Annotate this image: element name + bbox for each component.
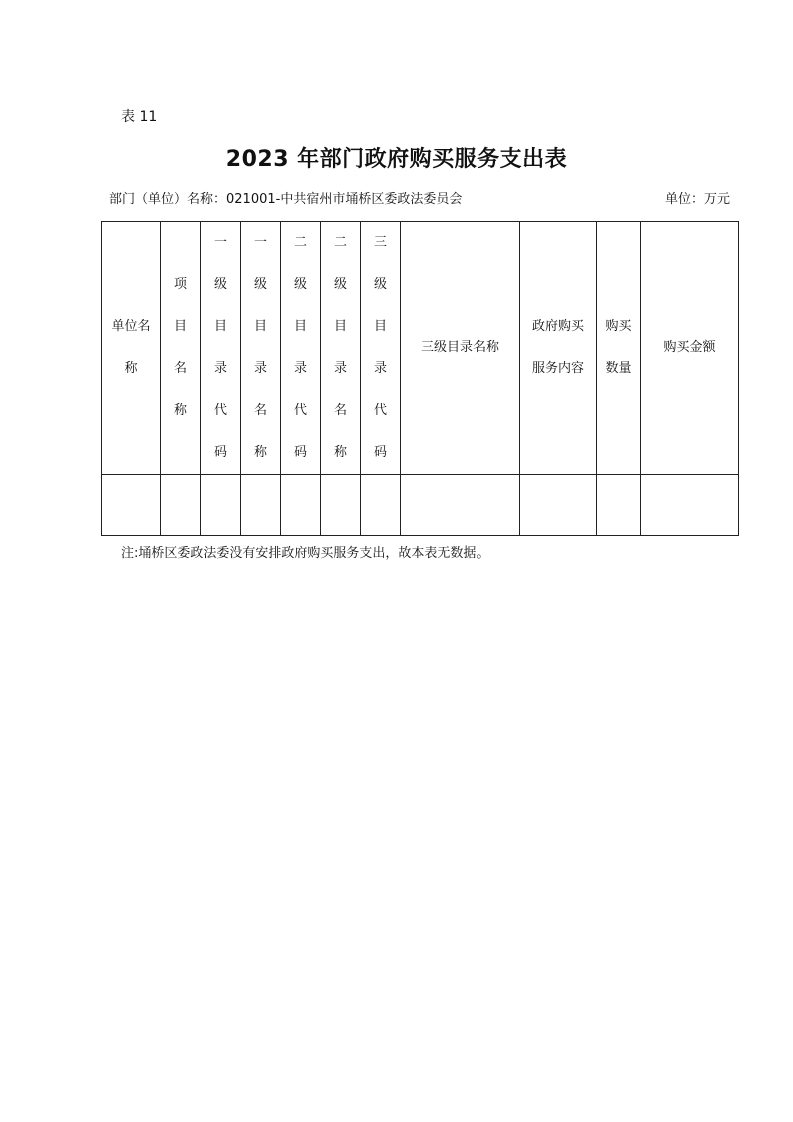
- table-header-row: [102, 222, 739, 475]
- table-cell: [281, 475, 321, 536]
- header-level1-code: 一 级 目 录 代 码: [201, 222, 241, 475]
- purchase-services-table: [101, 221, 739, 536]
- table-number: 表 11: [121, 109, 158, 125]
- table-cell: [641, 475, 739, 536]
- table-cell: [201, 475, 241, 536]
- department-label: 部门（单位）名称：021001-中共宿州市埇桥区委政法委员会: [109, 192, 463, 207]
- table-cell: [401, 475, 520, 536]
- header-level3-name: 三级目录名称: [401, 222, 520, 475]
- table-cell: [102, 475, 161, 536]
- table-cell: [361, 475, 401, 536]
- table-cell: [520, 475, 597, 536]
- table-cell: [597, 475, 641, 536]
- header-unit-name: 单位名 称: [102, 222, 161, 475]
- unit-label: 单位：万元: [664, 192, 730, 207]
- header-level2-name: 二 级 目 录 名 称: [321, 222, 361, 475]
- header-amount: 购买金额: [641, 222, 739, 475]
- table-cell: [241, 475, 281, 536]
- header-level2-code: 二 级 目 录 代 码: [281, 222, 321, 475]
- header-project-name: 项 目 名 称: [161, 222, 201, 475]
- table-cell: [321, 475, 361, 536]
- header-level3-code: 三 级 目 录 代 码: [361, 222, 401, 475]
- table-row: [102, 475, 739, 536]
- page-title: 2023 年部门政府购买服务支出表: [225, 147, 568, 172]
- header-level1-name: 一 级 目 录 名 称: [241, 222, 281, 475]
- header-service-content: 政府购买 服务内容: [520, 222, 597, 475]
- table-cell: [161, 475, 201, 536]
- footnote: 注:埇桥区委政法委没有安排政府购买服务支出，故本表无数据。: [121, 546, 490, 561]
- header-quantity: 购买 数量: [597, 222, 641, 475]
